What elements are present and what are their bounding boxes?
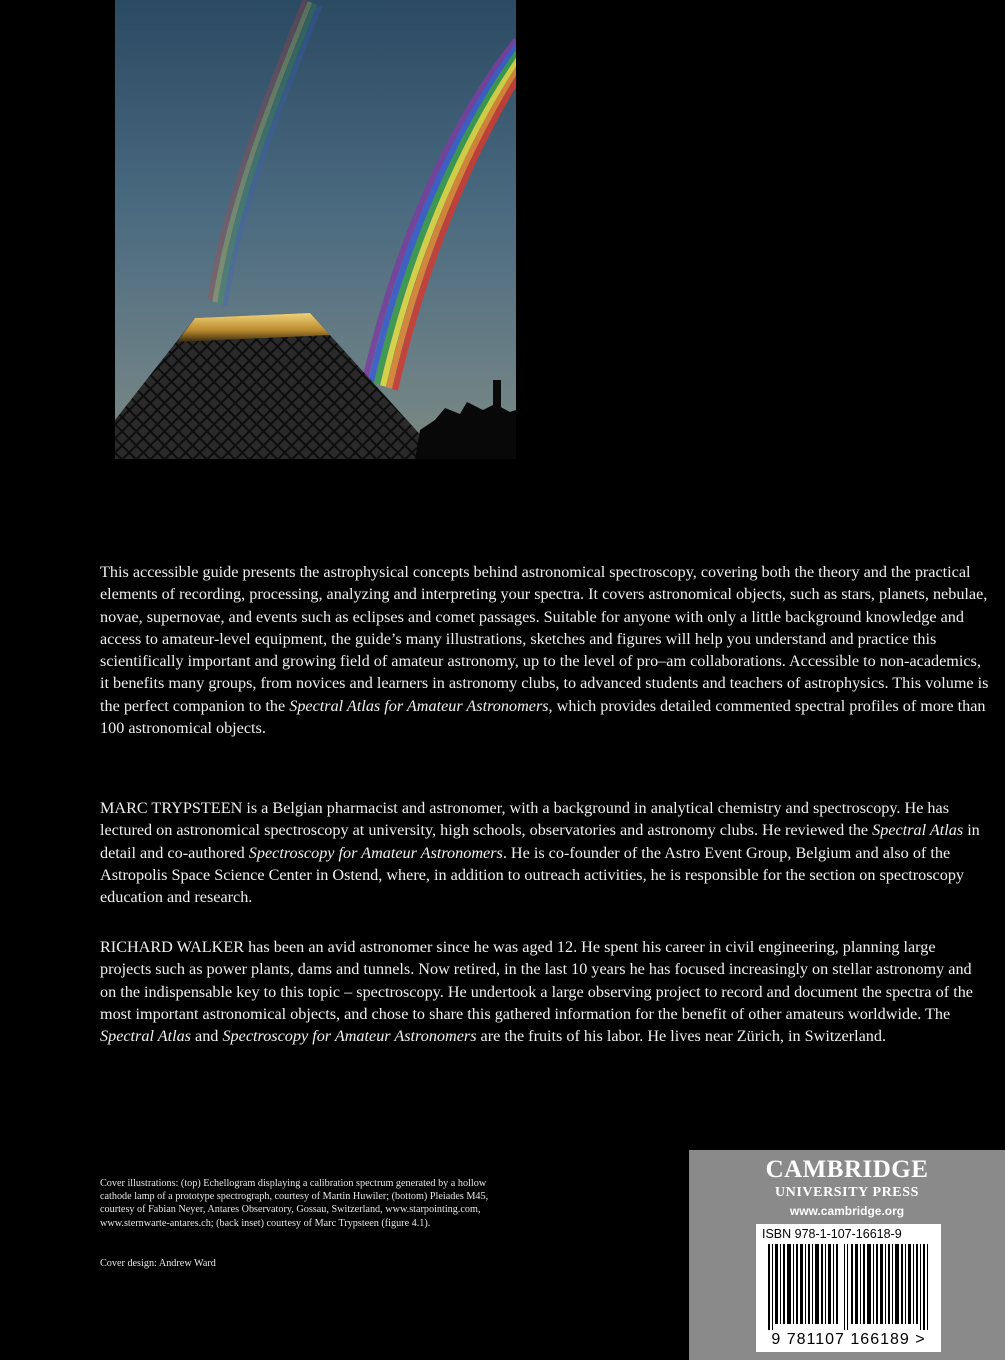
publisher-name: CAMBRIDGE bbox=[765, 1156, 929, 1183]
barcode-icon bbox=[768, 1244, 929, 1330]
cover-illustration-credits: Cover illustrations: (top) Echellogram displaying a calibration spectrum generated by a hollow cathode lamp of a prototype spectrograph, courtesy of Martin Huwiler; (bottom) Pleiades M45, courtesy of Fabian Neyer, Antares Observatory, Gossau, Switzerland, www.starpointing.com, www.sternwarte-antares.ch; (back inset) courtesy of Marc Trypsteen (figure 4.1). bbox=[100, 1178, 489, 1229]
barcode-digits: 9 781107 166189 > bbox=[771, 1331, 926, 1348]
book-description: This accessible guide presents the astrophysical concepts behind astronomical spectroscopy, covering both the theory and the practical elements of recording, processing, analyzing and interpreting your spectra. It covers astronomical objects, such as stars, planets, nebulae, novae, supernovae, and events such as eclipses and comet passages. Suitable for anyone with only a little background knowledge and access to amateur-level equipment, the guide’s many illustrations, sketches and figures will help you understand and practice this scientifically important and growing field of amateur astronomy, up to the level of pro–am collaborations. Accessible to non-academics, it benefits many groups, from novices and learners in astronomy clubs, to advanced students and teachers of astrophysics. This volume is the perfect companion to the Spectral Atlas for Amateur Astronomers, which provides detailed commented spectral profiles of more than 100 astronomical objects. bbox=[100, 563, 989, 738]
barcode-label bbox=[756, 1224, 941, 1352]
author-bio-walker: RICHARD WALKER has been an avid astronomer since he was aged 12. He spent his career in civil engineering, planning large projects such as power plants, dams and tunnels. Now retired, in the last 10 years he has focused increasingly on stellar astronomy and on the indispensable key to this topic – spectroscopy. He undertook a large observing project to record and document the spectra of the most important astronomical objects, and chose to share this gathered information for the benefit of other amateurs worldwide. The Spectral Atlas and Spectroscopy for Amateur Astronomers are the fruits of his labor. He lives near Zürich, in Switzerland. bbox=[100, 938, 973, 1046]
atlas-title: Spectral Atlas for Amateur Astronomers bbox=[289, 696, 549, 715]
rainbow-pyramid-photo-icon bbox=[115, 0, 516, 459]
publisher-url: www.cambridge.org bbox=[789, 1204, 905, 1218]
cover-design-credit: Cover design: Andrew Ward bbox=[100, 1258, 216, 1269]
author-bio-trypsteen: MARC TRYPSTEEN is a Belgian pharmacist and astronomer, with a background in analytical chemistry and spectroscopy. He has lectured on astronomical spectroscopy at university, high schools, observatories and astronomy clubs. He reviewed the Spectral Atlas in detail and co-authored Spectroscopy for Amateur Astronomers. He is co-founder of the Astro Event Group, Belgium and also of the Astropolis Space Science Center in Ostend, where, in addition to outreach activities, he is responsible for the section on spectroscopy education and research. bbox=[100, 799, 980, 907]
isbn-number: ISBN 978-1-107-16618-9 bbox=[762, 1227, 902, 1241]
publisher-press: UNIVERSITY PRESS bbox=[774, 1185, 920, 1200]
cover-inset-photo bbox=[115, 0, 516, 459]
